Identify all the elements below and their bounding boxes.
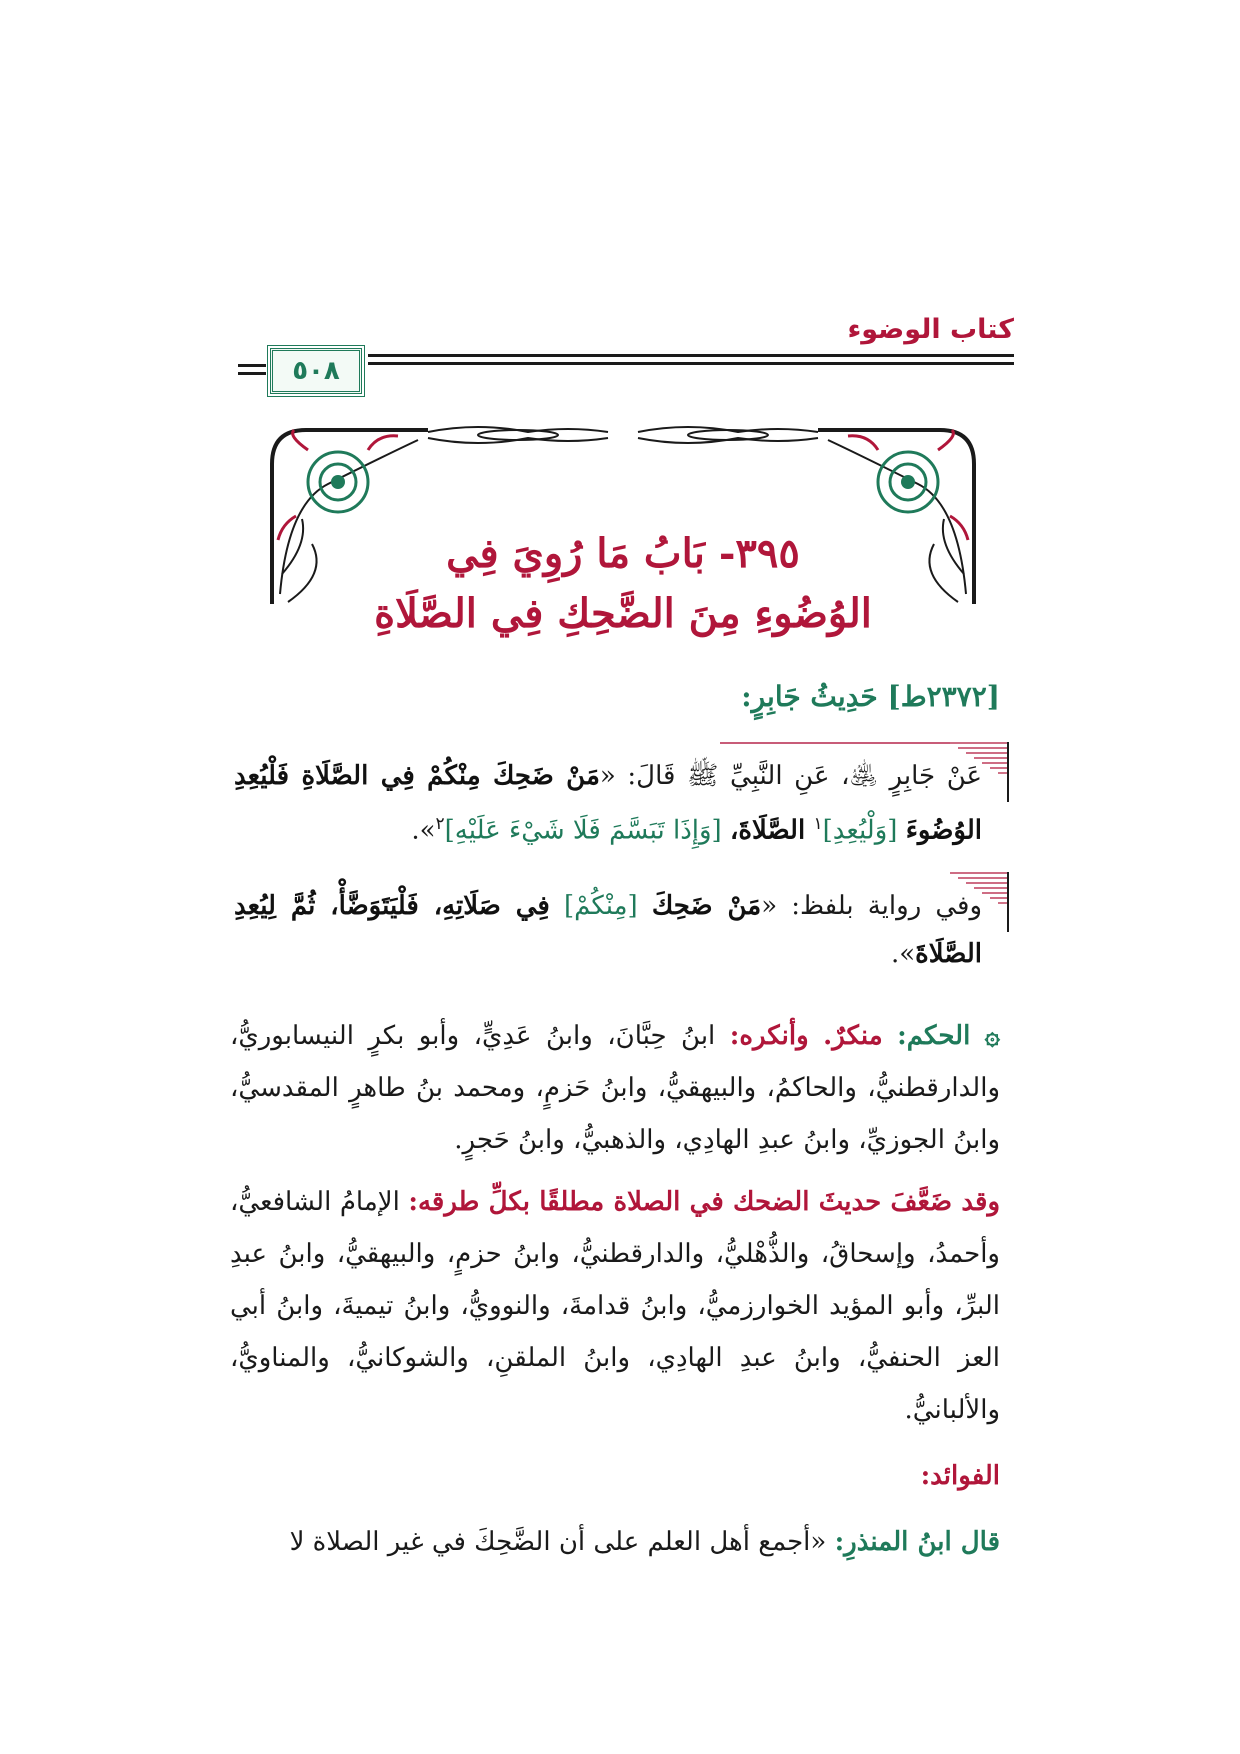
footnote-ref-1[interactable]: ١ [813, 814, 823, 834]
narration-box-2 [234, 872, 1004, 984]
narration1-bracket2: [وَإِذَا تَبَسَّمَ فَلَا شَيْءَ عَلَيْهِ] [444, 815, 722, 846]
narration-text-2 [234, 882, 982, 978]
hadith-heading: [٢٣٧٢ط] حَدِيثُ جَابِرٍ: [741, 680, 1000, 713]
chapter-title [268, 524, 978, 644]
header-rule-bottom [368, 362, 1014, 365]
narration1-bracket1: [وَلْيُعِدِ] [822, 815, 898, 846]
weakened-label: وقد ضَعَّفَ حديثَ الضحك في الصلاة مطلقًا بكلِّ طرقه: [408, 1187, 1001, 1217]
header-rule-left-bottom [238, 372, 266, 375]
quote-paragraph [230, 1516, 1000, 1568]
narration2-bracket: [مِنْكُمْ] [563, 891, 638, 921]
narration1-bold2: الصَّلَاةَ، [729, 815, 806, 846]
narration2-bold1: مَنْ ضَحِكَ [651, 891, 762, 921]
weakened-paragraph [230, 1176, 1000, 1436]
weakened-text: الإمامُ الشافعيُّ، وأحمدُ، وإسحاقُ، والذُّهْليُّ، والدارقطنيُّ، وابنُ حزمٍ، والبيهقيُّ، وابنُ عبدِ البرِّ، وأبو المؤيد الخوارزميُّ، وابنُ قدامةَ، والنوويُّ، وابنُ تيميةَ، وابنُ أبي العز الحنفيُّ، وابنُ عبدِ الهادِي، وابنُ الملقنِ، والشوكانيُّ، والمناويُّ، والألبانيُّ. [230, 1187, 1000, 1425]
narration2-end: ». [891, 939, 916, 969]
ruling-text: ابنُ حِبَّانَ، وابنُ عَدِيٍّ، وأبو بكرٍ النيسابوريُّ، والدارقطنيُّ، والحاكمُ، والبيهقيُّ، وابنُ حَزمٍ، ومحمد بنُ طاهرٍ المقدسيُّ، وابنُ الجوزيِّ، وابنُ عبدِ الهادِي، والذهبيُّ، وابنُ حَجرٍ. [230, 1021, 1000, 1155]
page-number-box [270, 348, 362, 394]
quote-text: «أجمع أهل العلم على أن الضَّحِكَ في غير الصلاة لا [289, 1527, 827, 1557]
chain-ornament-right [638, 427, 818, 443]
ruling-denied-label: وأنكره: [729, 1021, 809, 1051]
narration1-bold1: مَنْ ضَحِكَ مِنْكُمْ فِي الصَّلَاةِ فَلْيُعِدِ الوُضُوءَ [234, 761, 982, 846]
benefits-heading [230, 1450, 1000, 1502]
page-number: ٥٠٨ [292, 356, 340, 386]
running-header [238, 310, 1014, 386]
narration-rule [720, 742, 950, 744]
narration1-end: ». [411, 815, 436, 846]
benefits-heading-text: الفوائد: [920, 1461, 1000, 1491]
narration2-bold2: فِي صَلَاتِهِ، فَلْيَتَوَضَّأْ، ثُمَّ لِيُعِدِ الصَّلَاةَ [234, 891, 982, 969]
chapter-title-line1: ٣٩٥- بَابُ مَا رُوِيَ فِي [446, 530, 800, 577]
footnote-ref-2[interactable]: ٢ [435, 814, 445, 834]
ruling-star-icon: ۞ [984, 1021, 1001, 1051]
narration-text-1 [234, 752, 982, 855]
narration1-intro: عَنْ جَابِرٍ ﵁، عَنِ النَّبِيِّ ﷺ قَالَ: « [599, 761, 982, 791]
chapter-title-line2: الوُضُوءِ مِنَ الضَّحِكِ فِي الصَّلَاةِ [374, 590, 872, 637]
header-rule-top [368, 354, 1014, 357]
narration2-intro: وفي رواية بلفظ: « [761, 891, 983, 921]
ruling-verdict: منكرٌ. [823, 1021, 883, 1051]
narration-box-1 [234, 742, 1004, 854]
header-rule-left-top [238, 364, 266, 367]
ruling-label: الحكم: [897, 1021, 971, 1051]
chain-ornament-left [428, 427, 608, 443]
quote-label: قال ابنُ المنذرِ: [834, 1527, 1000, 1557]
book-title: كتاب الوضوء [847, 314, 1014, 345]
ruling-paragraph [230, 1010, 1000, 1166]
